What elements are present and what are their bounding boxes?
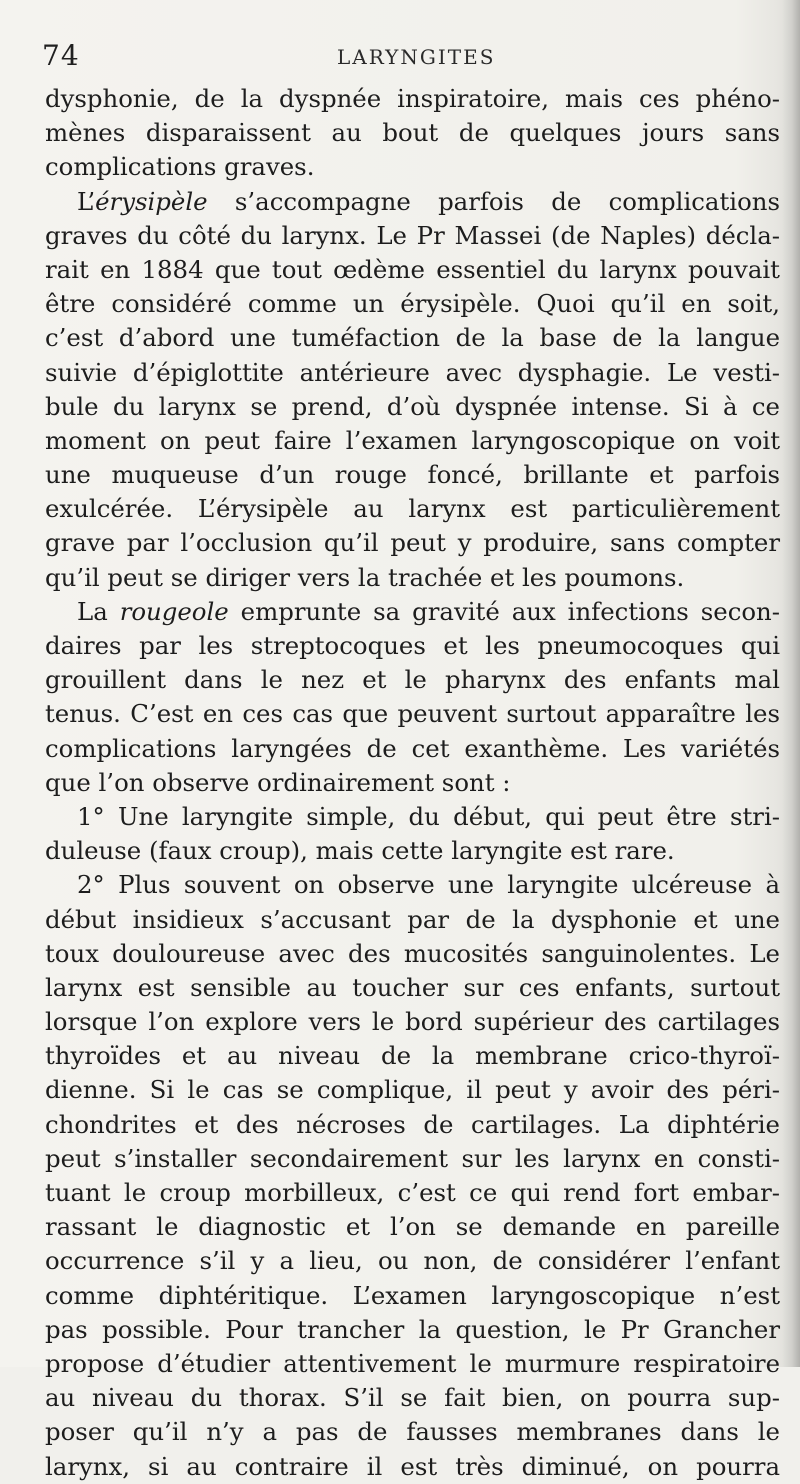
text-line: 2° Plus souvent on observe une laryngite ulcéreuse à [77,870,780,900]
text-line: comme diphtéritique. L’examen laryngoscopique n’est [45,1280,780,1310]
text-line: que l’on observe ordinairement sont : [45,767,511,797]
text-line: occurrence s’il y a lieu, ou non, de considérer l’enfant [45,1246,780,1276]
text-line: toux douloureuse avec des mucosités sanguinolentes. Le [45,938,780,968]
text-line: exulcérée. L’érysipèle au larynx est particulièrement [45,494,780,524]
text-line: grouillent dans le nez et le pharynx des enfants mal [45,665,780,695]
text-line: dysphonie, de la dyspnée inspiratoire, mais ces phéno- [45,84,780,113]
text-line: mènes disparaissent au bout de quelques jours sans [45,118,780,148]
text-line: rait en 1884 que tout œdème essentiel du larynx pouvait [45,254,780,284]
text-line-suffix: emprunte sa gravité aux infections secon- [228,596,781,626]
text-line: rassant le diagnostic et l’on se demande en pareille [45,1212,780,1242]
page-number: 74 [42,39,80,72]
italic-term: érysipèle [95,186,208,216]
text-line: début insidieux s’accusant par de la dysphonie et une [45,904,780,934]
text-line: c’est d’abord une tuméfaction de la base de la langue [45,323,780,353]
text-line: moment on peut faire l’examen laryngoscopique on voit [45,425,780,455]
text-line: complications laryngées de cet exanthème. Les variétés [45,733,780,763]
running-head: LARYNGITES [337,45,496,69]
text-line: graves du côté du larynx. Le Pr Massei (de Naples) décla- [45,220,780,250]
text-line: grave par l’occlusion qu’il peut y produire, sans compter [45,528,780,558]
text-line: une muqueuse d’un rouge foncé, brillante et parfois [45,460,780,490]
text-line: pas possible. Pour trancher la question, le Pr Grancher [45,1314,780,1344]
page-header [42,36,762,84]
text-line: bule du larynx se prend, d’où dyspnée intense. Si à ce [45,391,780,421]
text-line: thyroïdes et au niveau de la membrane crico-thyroï- [45,1041,780,1071]
text-line: poser qu’il n’y a pas de fausses membranes dans le [45,1417,780,1447]
text-line: peut s’installer secondairement sur les larynx en consti- [45,1143,780,1173]
text-line [45,595,780,629]
text-line: qu’il peut se diriger vers la trachée et les poumons. [45,562,685,592]
text-line: daires par les streptocoques et les pneumocoques qui [45,631,780,660]
text-line: suivie d’épiglottite antérieure avec dysphagie. Le vesti- [45,357,780,387]
text-line-prefix: L’ [77,186,96,216]
text-line: chondrites et des nécroses de cartilages. La diphtérie [45,1109,780,1139]
text-line-suffix: s’accompagne parfois de complications [207,186,780,216]
text-line: être considéré comme un érysipèle. Quoi qu’il en soit, [45,289,780,319]
show-through-smudge [450,1325,750,1345]
text-line: 1° Une laryngite simple, du début, qui peut être stri- [77,801,780,831]
text-line: tuant le croup morbilleux, c’est ce qui rend fort embar- [45,1178,780,1207]
text-line-prefix: La [77,596,120,626]
text-line: au niveau du thorax. S’il se fait bien, on pourra sup- [45,1383,780,1413]
text-line: dienne. Si le cas se complique, il peut y avoir des péri- [45,1075,780,1105]
text-line: complications graves. [45,152,315,182]
text-line: larynx est sensible au toucher sur ces enfants, surtout [45,972,780,1002]
text-line: duleuse (faux croup), mais cette laryngite est rare. [45,836,675,866]
text-line: propose d’étudier attentivement le murmure respiratoire [45,1348,780,1378]
body-text [45,82,785,1484]
italic-term: rougeole [119,596,229,626]
text-line: larynx, si au contraire il est très diminué, on pourra [45,1451,780,1481]
text-line [45,185,780,219]
text-line: lorsque l’on explore vers le bord supérieur des cartilages [45,1007,780,1037]
text-line: tenus. C’est en ces cas que peuvent surtout apparaître les [45,699,780,729]
